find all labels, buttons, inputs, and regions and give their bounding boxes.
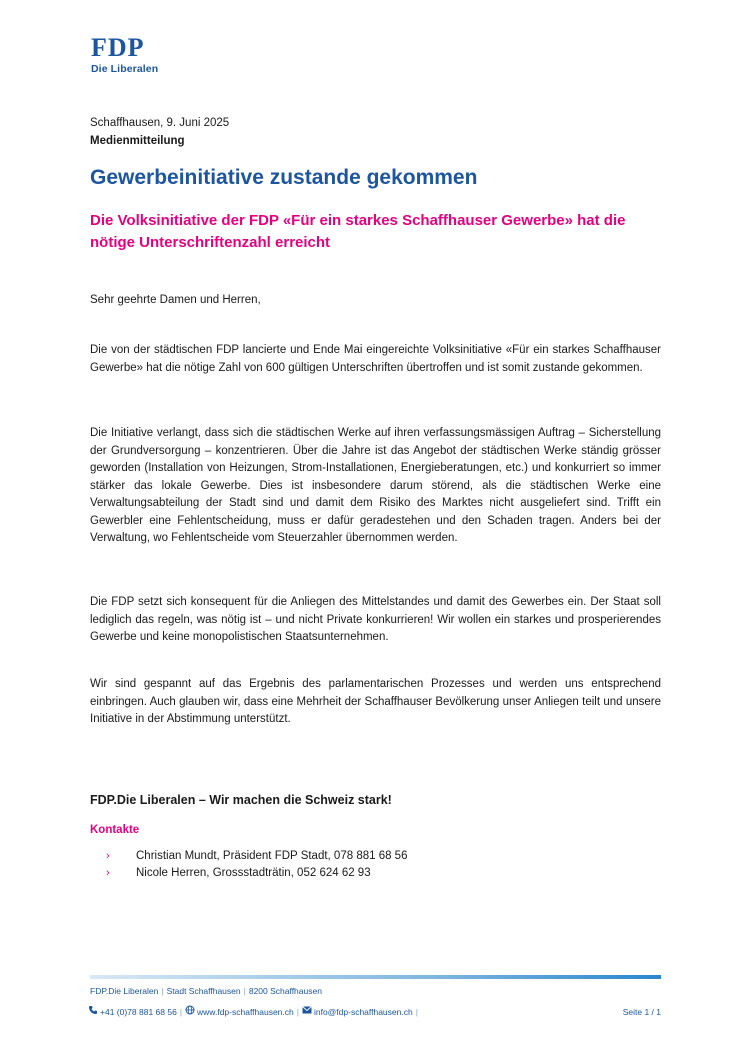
page-number: Seite 1 / 1	[622, 1006, 661, 1017]
footer-phone: +41 (0)78 881 68 56	[100, 1006, 177, 1017]
phone-icon	[88, 1005, 98, 1018]
contact-text: Christian Mundt, Präsident FDP Stadt, 078 881 68 56	[136, 850, 408, 862]
contacts-list	[106, 848, 407, 882]
contact-item	[106, 848, 407, 865]
contacts-heading: Kontakte	[90, 824, 140, 836]
salutation: Sehr geehrte Damen und Herren,	[90, 294, 261, 306]
footer-separator: |	[415, 1006, 418, 1017]
footer-separator: |	[243, 986, 246, 996]
footer-separator: |	[296, 1006, 299, 1017]
chevron-right-icon: ›	[106, 850, 110, 862]
globe-icon	[185, 1005, 195, 1018]
footer-separator: |	[179, 1006, 183, 1017]
document-type: Medienmitteilung	[90, 135, 185, 147]
mail-icon	[302, 1006, 312, 1017]
footer-address	[90, 986, 322, 996]
logo-tagline: Die Liberalen	[91, 63, 159, 75]
paragraph-2: Die Initiative verlangt, dass sich die städtischen Werke auf ihren verfassungsmässigen Auftrag – Sicherstellung der Grundversorgung – konzentrieren. Über die Jahre ist das Angebot der städtischen Werke ständig grösser geworden (Installation von Heizungen, Strom-Installationen, Energieberatungen, etc.) und konkurriert so immer stärker das lokale Gewerbe. Dies ist insbesondere darum störend, als die städtischen Werke eine Verwaltungsabteilung der Stadt sind und damit dem Risiko des Marktes nicht ausgeliefert sind. Trifft ein Gewerbler eine Fehlentscheidung, muss er dafür geradestehen und den Schaden tragen. Anders bei der Verwaltung, wo Fehlentscheide vom Steuerzahler übernommen werden.	[90, 427, 661, 544]
paragraph-4: Wir sind gespannt auf das Ergebnis des parlamentarischen Prozesses und werden uns entsprechend einbringen. Auch glauben wir, dass eine Mehrheit der Schaffhauser Bevölkerung unser Anliegen teilt und unsere Initiative in der Abstimmung unterstützt.	[90, 678, 661, 725]
fdp-logo	[91, 34, 158, 75]
footer-email[interactable]: info@fdp-schaffhausen.ch	[313, 1006, 413, 1017]
chevron-right-icon: ›	[106, 867, 110, 879]
logo-wordmark: FDP	[91, 33, 145, 62]
footer-separator: |	[161, 986, 164, 996]
place-date: Schaffhausen, 9. Juni 2025	[90, 117, 230, 129]
footer-postal-address: 8200 Schaffhausen	[248, 986, 322, 996]
footer-city: Stadt Schaffhausen	[166, 986, 241, 996]
subtitle: Die Volksinitiative der FDP «Für ein starkes Schaffhauser Gewerbe» hat die nötige Unterschriftenzahl erreicht	[90, 212, 626, 251]
contact-text: Nicole Herren, Grossstadträtin, 052 624 62 93	[136, 867, 371, 879]
slogan: FDP.Die Liberalen – Wir machen die Schweiz stark!	[90, 793, 392, 807]
page-title: Gewerbeinitiative zustande gekommen	[90, 166, 478, 189]
paragraph-3: Die FDP setzt sich konsequent für die Anliegen des Mittelstandes und damit des Gewerbes ein. Der Staat soll lediglich das regeln, was nötig ist – und nicht Private konkurrieren! Wir wollen ein starkes und prosperierendes Gewerbe und keine monopolistischen Staatsunternehmen.	[90, 596, 661, 643]
footer-org: FDP.Die Liberalen	[90, 986, 159, 996]
footer-website[interactable]: www.fdp-schaffhausen.ch	[197, 1006, 294, 1017]
paragraph-1: Die von der städtischen FDP lancierte und Ende Mai eingereichte Volksinitiative «Für ein starkes Schaffhauser Gewerbe» hat die nötige Zahl von 600 gültigen Unterschriften übertroffen und ist somit zustande gekommen.	[90, 344, 661, 374]
contact-item	[106, 865, 407, 882]
footer-contact-row	[88, 1005, 661, 1018]
footer-divider	[90, 975, 661, 979]
